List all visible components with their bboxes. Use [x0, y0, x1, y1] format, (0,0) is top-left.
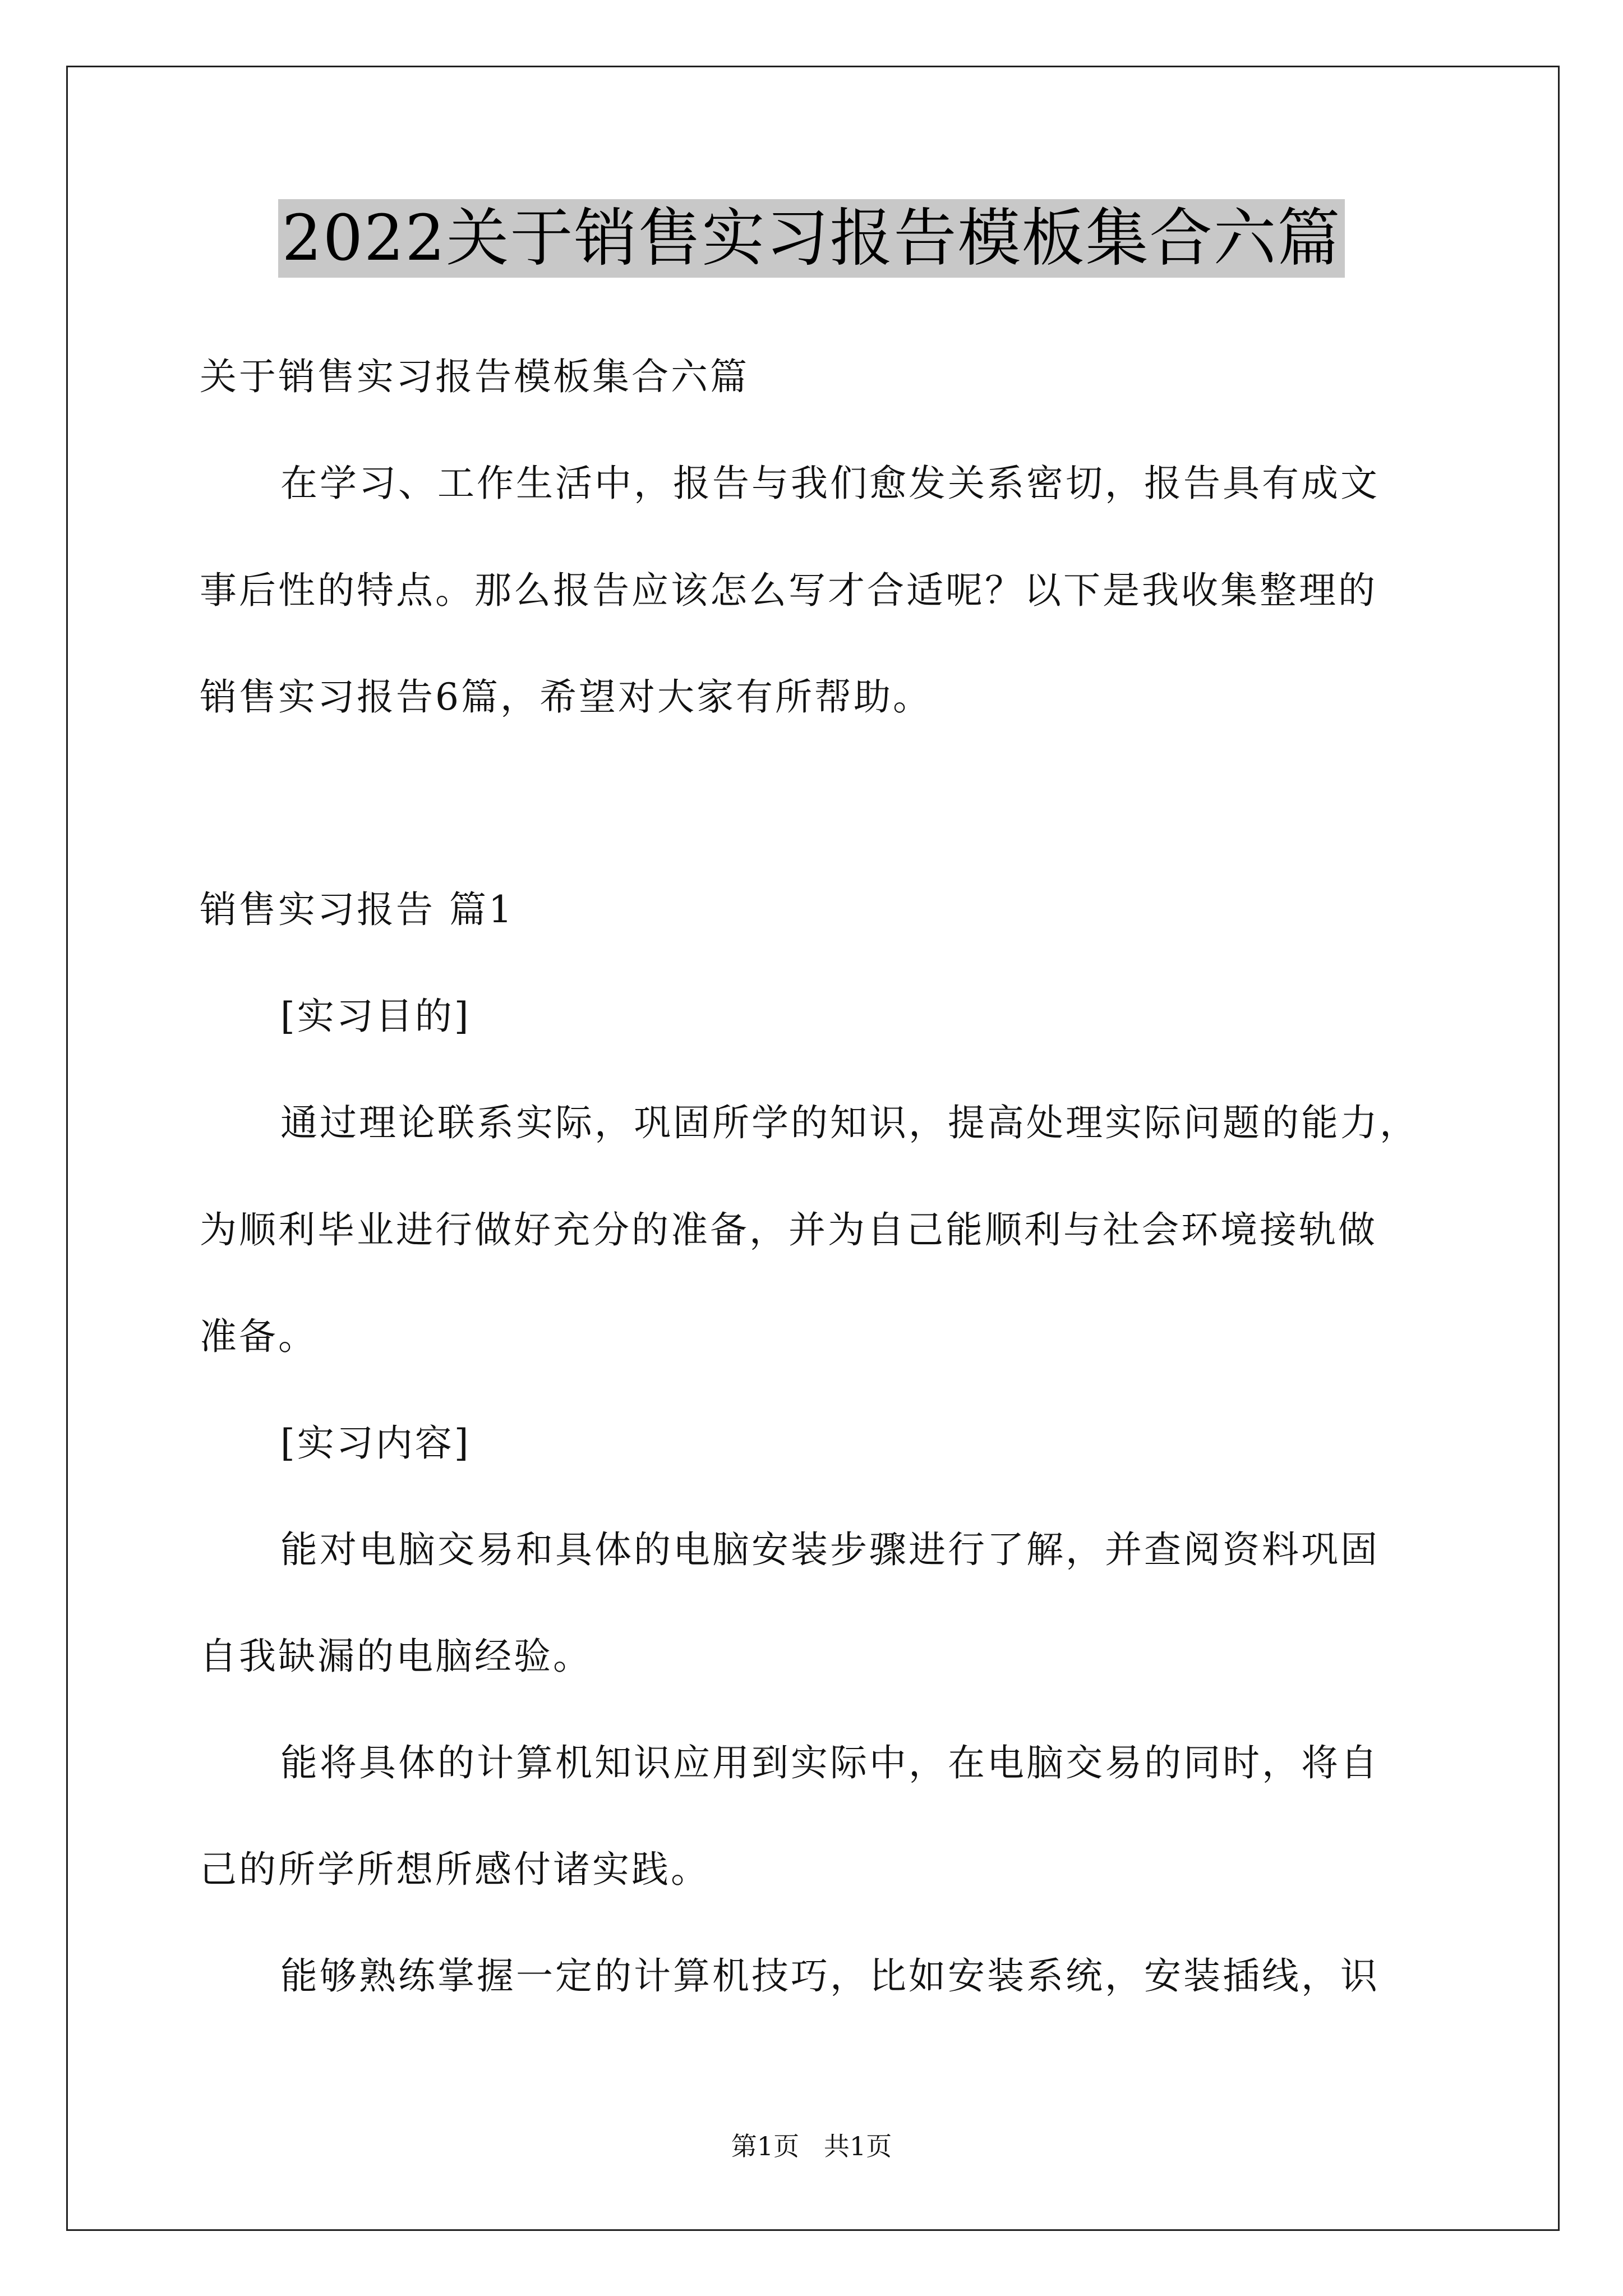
paragraph-line: 销售实习报告6篇，希望对大家有所帮助。: [200, 675, 932, 719]
section-heading: 销售实习报告 篇1: [200, 888, 514, 931]
page-number-footer: 第1页 共1页: [731, 2131, 892, 2161]
paragraph-line: 事后性的特点。那么报告应该怎么写才合适呢？以下是我收集整理的: [200, 569, 1377, 612]
subsection-heading: [实习内容]: [280, 1421, 471, 1465]
paragraph-line: 能将具体的计算机知识应用到实际中，在电脑交易的同时，将自: [280, 1741, 1380, 1784]
paragraph-line: 己的所学所想所感付诸实践。: [200, 1848, 710, 1891]
subtitle-line: 关于销售实习报告模板集合六篇: [200, 355, 749, 398]
subsection-heading: [实习目的]: [280, 995, 471, 1038]
paragraph-line: 能对电脑交易和具体的电脑安装步骤进行了解，并查阅资料巩固: [280, 1528, 1380, 1571]
paragraph-line: 通过理论联系实际，巩固所学的知识，提高处理实际问题的能力，: [280, 1101, 1419, 1144]
paragraph-line: 准备。: [200, 1315, 317, 1358]
paragraph-line: 为顺利毕业进行做好充分的准备，并为自己能顺利与社会环境接轨做: [200, 1208, 1377, 1251]
paragraph-line: 能够熟练掌握一定的计算机技巧，比如安装系统，安装插线，识: [280, 1954, 1380, 1998]
paragraph-line: 自我缺漏的电脑经验。: [200, 1635, 592, 1678]
paragraph-line: 在学习、工作生活中，报告与我们愈发关系密切，报告具有成文: [280, 462, 1380, 505]
title-container: [0, 199, 1623, 278]
document-title: 2022关于销售实习报告模板集合六篇: [278, 199, 1344, 278]
